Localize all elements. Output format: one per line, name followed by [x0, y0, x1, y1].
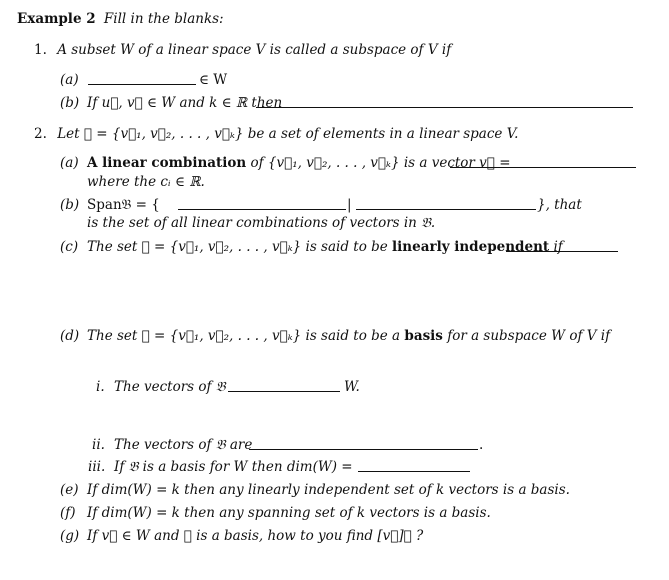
q2d-pre: The set 𝔅 = {v⃗₁, v⃗₂, . . . , v⃗ₖ} is said to be a	[87, 328, 401, 344]
q2b-bar: |	[347, 197, 352, 213]
q1b-label: (b)	[60, 95, 80, 111]
q2f-text: If dim(W) = k then any spanning set of k vectors is a basis.	[87, 505, 491, 521]
q2a-label: (a)	[60, 155, 79, 171]
q2a-blank[interactable]	[450, 167, 636, 168]
q1b-blank[interactable]	[256, 107, 633, 108]
q2d-iii-label: iii.	[88, 459, 106, 475]
q2c-pre: The set 𝔅 = {v⃗₁, v⃗₂, . . . , v⃗ₖ} is said to be	[87, 239, 388, 255]
q2c-blank[interactable]	[506, 251, 618, 252]
q1-stem	[34, 41, 451, 59]
q2-stem-text: Let 𝔅 = {v⃗₁, v⃗₂, . . . , v⃗ₖ} be a set of elements in a linear space V.	[57, 126, 519, 142]
q2a-where: where the cᵢ ∈ ℝ.	[87, 174, 205, 190]
q1b-text: If u⃗, v⃗ ∈ W and k ∈ ℝ then	[87, 95, 283, 111]
q2b-line2: is the set of all linear combinations of vectors in 𝔅.	[87, 215, 436, 231]
q1a-tail: ∈ W	[199, 72, 228, 88]
q2e-text: If dim(W) = k then any linearly independent set of k vectors is a basis.	[87, 482, 570, 498]
q2b-close: }, that	[537, 197, 582, 213]
q2c-text	[87, 238, 563, 256]
q2d-text	[87, 327, 610, 345]
q2d-i-label: i.	[96, 379, 105, 395]
q2b-span: Span𝔅 = {	[87, 197, 160, 213]
q2d-iii-blank[interactable]	[358, 471, 470, 472]
q2g-label: (g)	[60, 528, 80, 544]
q2b-blank-right[interactable]	[356, 209, 536, 210]
q2d-ii-label: ii.	[92, 437, 105, 453]
q2f-label: (f)	[60, 505, 76, 521]
instruction: Fill in the blanks:	[103, 11, 224, 27]
q1a-label: (a)	[60, 72, 79, 88]
q2d-i-post: W.	[344, 379, 360, 395]
q2d-post: for a subspace W of V if	[447, 328, 611, 344]
q2a-text	[87, 154, 511, 172]
q2e-label: (e)	[60, 482, 79, 498]
q2c-label: (c)	[60, 239, 79, 255]
q1-stem-text: A subset W of a linear space V is called a subspace of V if	[57, 42, 452, 58]
q2c-post: if	[553, 239, 563, 255]
q2-stem	[34, 125, 518, 143]
q1a-blank[interactable]	[88, 84, 196, 85]
q1-number: 1.	[34, 42, 47, 58]
q2a-rest: of {v⃗₁, v⃗₂, . . . , v⃗ₖ} is a vector v⃗ =	[250, 155, 511, 171]
q2d-iii-pre: If 𝔅 is a basis for W then dim(W) =	[114, 459, 353, 475]
q2d-i-blank[interactable]	[228, 391, 340, 392]
example-label: Example 2	[17, 11, 96, 27]
q2-number: 2.	[34, 126, 47, 142]
q2a-bold-term: A linear combination	[87, 155, 247, 171]
q2b-label: (b)	[60, 197, 80, 213]
example-heading	[17, 10, 224, 28]
q2g-text: If v⃗ ∈ W and 𝔅 is a basis, how to you find [v⃗]𝔅 ?	[87, 528, 424, 544]
q2d-ii-blank[interactable]	[249, 449, 478, 450]
q2d-ii-post: .	[479, 437, 484, 453]
q2d-ii-pre: The vectors of 𝔅 are	[114, 437, 253, 453]
q2b-blank-left[interactable]	[178, 209, 346, 210]
q2d-label: (d)	[60, 328, 80, 344]
q2d-i-pre: The vectors of 𝔅	[114, 379, 226, 395]
q2c-bold-term: linearly independent	[392, 239, 550, 255]
q2d-bold-term: basis	[404, 328, 443, 344]
